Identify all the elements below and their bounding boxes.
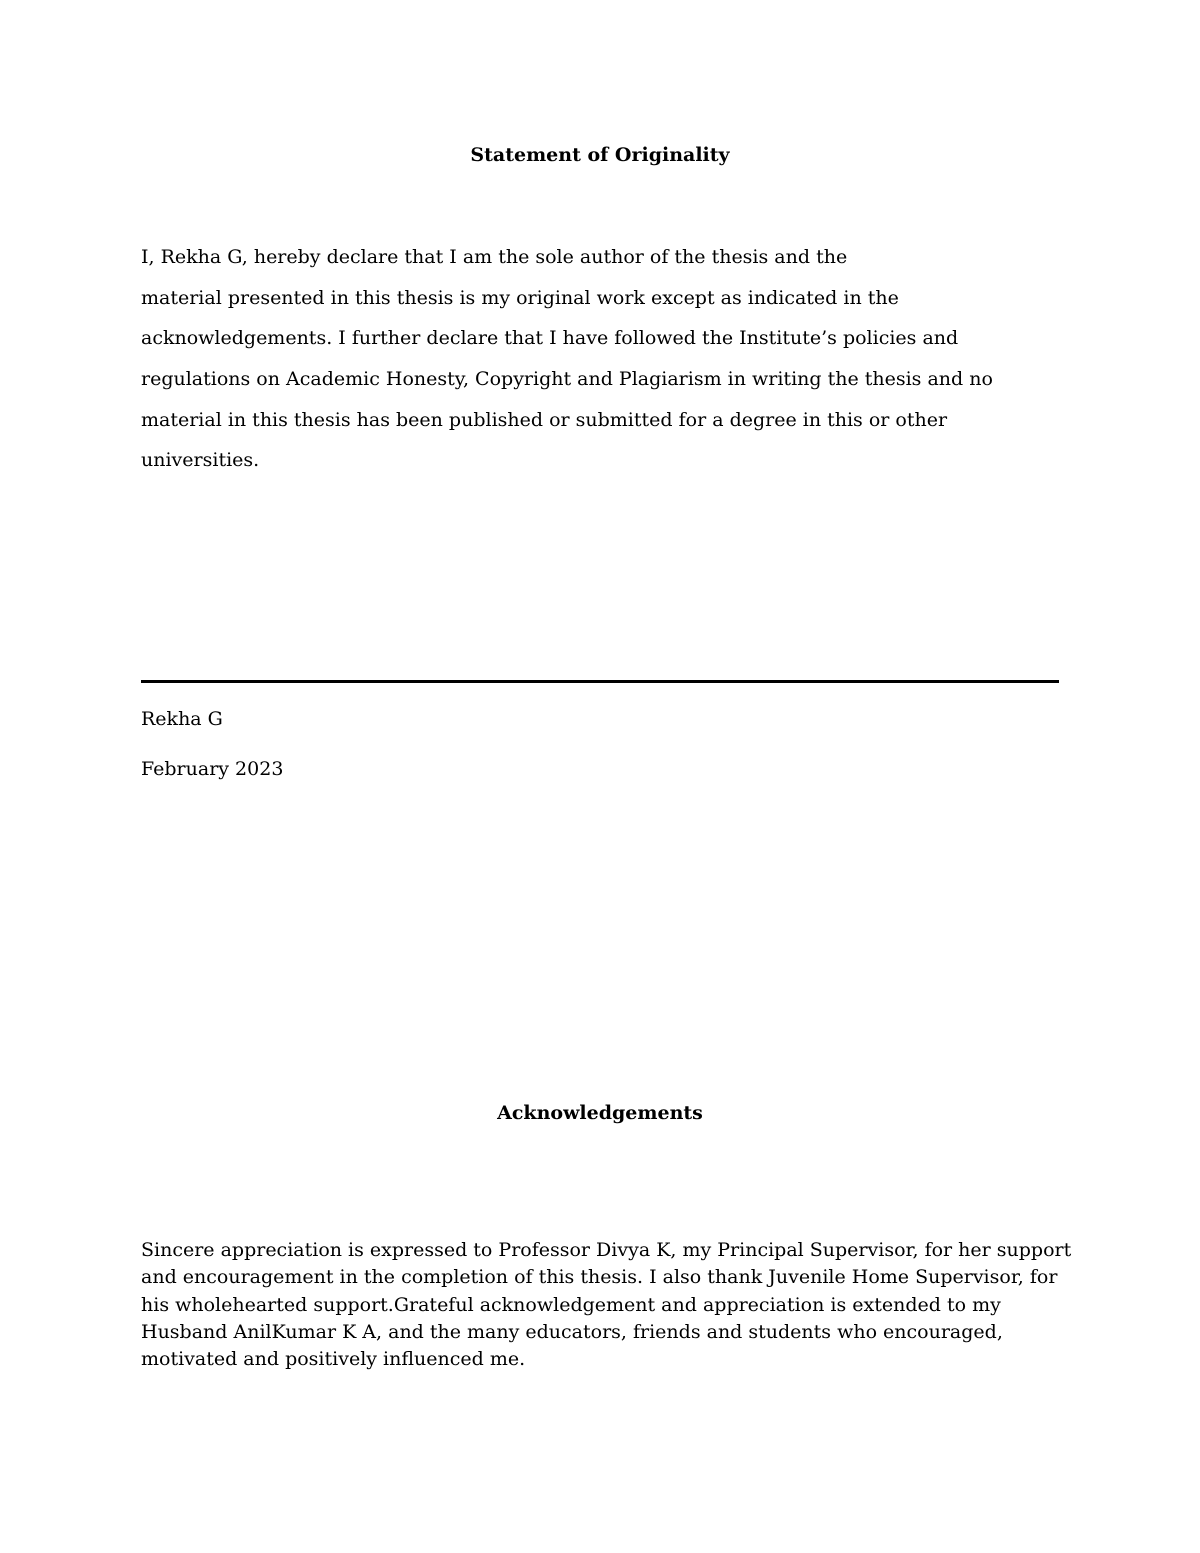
signature-date: February 2023 [141, 758, 284, 780]
statement-line: I, Rekha G, hereby declare that I am the sole author of the thesis and the [141, 246, 848, 268]
acknowledgements-line: motivated and positively influenced me. [141, 1348, 526, 1371]
signatory-name: Rekha G [141, 708, 223, 730]
acknowledgements-line: Husband AnilKumar K A, and the many educators, friends and students who encouraged, [141, 1320, 1003, 1343]
statement-line: material in this thesis has been published or submitted for a degree in this or other [141, 408, 948, 431]
acknowledgements-line: his wholehearted support.Grateful acknowledgement and appreciation is extended to my [141, 1293, 1001, 1316]
statement-line: acknowledgements. I further declare that I have followed the Institute’s policies and [141, 327, 959, 350]
statement-line: regulations on Academic Honesty, Copyright and Plagiarism in writing the thesis and no [141, 368, 993, 391]
statement-title: Statement of Originality [470, 144, 730, 166]
statement-paragraph [141, 244, 1061, 488]
acknowledgements-line: Sincere appreciation is expressed to Professor Divya K, my Principal Supervisor, for her support [141, 1239, 1072, 1261]
acknowledgements-title: Acknowledgements [497, 1102, 703, 1124]
statement-line: universities. [141, 449, 260, 472]
signature-line [141, 680, 1059, 683]
acknowledgements-paragraph [141, 1237, 1071, 1373]
acknowledgements-line: and encouragement in the completion of this thesis. I also thank Juvenile Home Supervisor, for [141, 1266, 1058, 1289]
statement-line: material presented in this thesis is my original work except as indicated in the [141, 286, 899, 309]
